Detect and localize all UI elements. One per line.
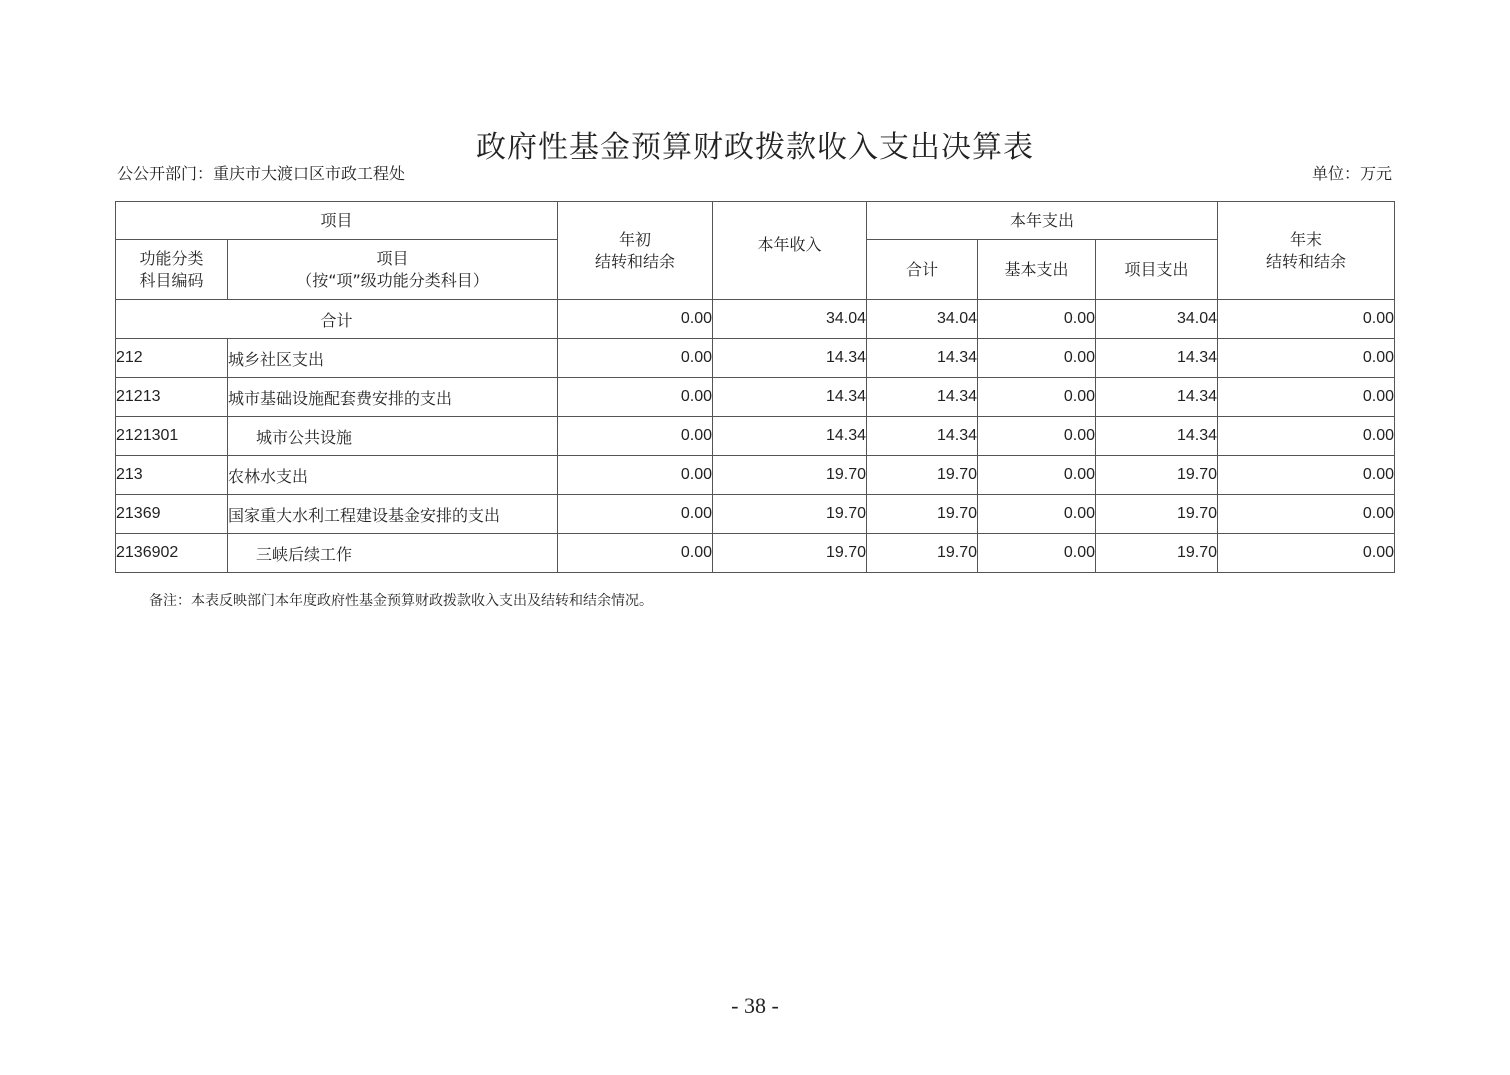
header-name-line2: （按“项”级功能分类科目） bbox=[296, 270, 489, 290]
header-expense-basic: 基本支出 bbox=[978, 240, 1096, 300]
row-code: 212 bbox=[116, 339, 228, 378]
row-exp-total: 19.70 bbox=[867, 456, 978, 495]
row-code: 213 bbox=[116, 456, 228, 495]
row-name: 城市公共设施 bbox=[228, 417, 558, 456]
row-name: 城市基础设施配套费安排的支出 bbox=[228, 378, 558, 417]
row-end: 0.00 bbox=[1218, 456, 1395, 495]
total-end: 0.00 bbox=[1218, 300, 1395, 339]
row-begin: 0.00 bbox=[558, 339, 713, 378]
page-number: - 38 - bbox=[731, 993, 779, 1018]
header-income bbox=[713, 202, 867, 300]
row-income: 19.70 bbox=[713, 495, 867, 534]
row-exp-basic: 0.00 bbox=[978, 456, 1096, 495]
header-end-line2: 结转和结余 bbox=[1266, 251, 1347, 271]
row-income: 14.34 bbox=[713, 378, 867, 417]
row-exp-project: 14.34 bbox=[1096, 339, 1218, 378]
row-exp-total: 14.34 bbox=[867, 339, 978, 378]
header-project-group: 项目 bbox=[116, 202, 558, 240]
row-code: 21369 bbox=[116, 495, 228, 534]
header-end-balance bbox=[1218, 202, 1395, 300]
table-row bbox=[116, 417, 1395, 456]
row-exp-project: 19.70 bbox=[1096, 456, 1218, 495]
row-exp-basic: 0.00 bbox=[978, 534, 1096, 573]
row-exp-basic: 0.00 bbox=[978, 495, 1096, 534]
header-end-line1: 年末 bbox=[1290, 229, 1323, 249]
header-income-label: 本年收入 bbox=[757, 234, 822, 254]
row-name: 农林水支出 bbox=[228, 456, 558, 495]
header-expense-project: 项目支出 bbox=[1096, 240, 1218, 300]
row-exp-total: 19.70 bbox=[867, 495, 978, 534]
row-end: 0.00 bbox=[1218, 534, 1395, 573]
row-income: 19.70 bbox=[713, 534, 867, 573]
table-row bbox=[116, 495, 1395, 534]
row-exp-basic: 0.00 bbox=[978, 378, 1096, 417]
table-row bbox=[116, 378, 1395, 417]
row-exp-total: 14.34 bbox=[867, 417, 978, 456]
header-name-line1: 项目 bbox=[376, 248, 409, 268]
unit-label: 单位：万元 bbox=[1311, 164, 1392, 183]
header-begin-balance bbox=[558, 202, 713, 300]
row-end: 0.00 bbox=[1218, 339, 1395, 378]
row-exp-project: 14.34 bbox=[1096, 417, 1218, 456]
page-title: 政府性基金预算财政拨款收入支出决算表 bbox=[476, 130, 1034, 165]
row-code: 2136902 bbox=[116, 534, 228, 573]
row-exp-basic: 0.00 bbox=[978, 339, 1096, 378]
row-end: 0.00 bbox=[1218, 495, 1395, 534]
row-income: 14.34 bbox=[713, 339, 867, 378]
total-income: 34.04 bbox=[713, 300, 867, 339]
table-row bbox=[116, 534, 1395, 573]
total-exp-basic: 0.00 bbox=[978, 300, 1096, 339]
row-end: 0.00 bbox=[1218, 417, 1395, 456]
total-label: 合计 bbox=[116, 300, 558, 339]
header-code bbox=[116, 240, 228, 300]
total-exp-project: 34.04 bbox=[1096, 300, 1218, 339]
row-exp-total: 14.34 bbox=[867, 378, 978, 417]
row-exp-total: 19.70 bbox=[867, 534, 978, 573]
department-label: 公公开部门：重庆市大渡口区市政工程处 bbox=[117, 164, 406, 183]
header-name bbox=[228, 240, 558, 300]
row-exp-project: 19.70 bbox=[1096, 495, 1218, 534]
header-expense-total: 合计 bbox=[867, 240, 978, 300]
header-begin-line1: 年初 bbox=[619, 229, 652, 249]
row-begin: 0.00 bbox=[558, 417, 713, 456]
row-end: 0.00 bbox=[1218, 378, 1395, 417]
row-income: 19.70 bbox=[713, 456, 867, 495]
budget-table bbox=[115, 201, 1395, 573]
row-begin: 0.00 bbox=[558, 495, 713, 534]
row-code: 21213 bbox=[116, 378, 228, 417]
row-name: 城乡社区支出 bbox=[228, 339, 558, 378]
row-exp-project: 14.34 bbox=[1096, 378, 1218, 417]
row-exp-basic: 0.00 bbox=[978, 417, 1096, 456]
total-row bbox=[116, 300, 1395, 339]
table-row bbox=[116, 339, 1395, 378]
row-begin: 0.00 bbox=[558, 378, 713, 417]
table-note: 备注：本表反映部门本年度政府性基金预算财政拨款收入支出及结转和结余情况。 bbox=[149, 593, 653, 609]
total-exp-total: 34.04 bbox=[867, 300, 978, 339]
header-code-line1: 功能分类 bbox=[139, 248, 204, 268]
row-name: 三峡后续工作 bbox=[228, 534, 558, 573]
header-expense-group: 本年支出 bbox=[867, 202, 1218, 240]
row-name: 国家重大水利工程建设基金安排的支出 bbox=[228, 495, 558, 534]
table-row bbox=[116, 456, 1395, 495]
header-code-line2: 科目编码 bbox=[139, 270, 204, 290]
row-exp-project: 19.70 bbox=[1096, 534, 1218, 573]
row-begin: 0.00 bbox=[558, 534, 713, 573]
row-income: 14.34 bbox=[713, 417, 867, 456]
row-code: 2121301 bbox=[116, 417, 228, 456]
header-begin-line2: 结转和结余 bbox=[595, 251, 676, 271]
total-begin: 0.00 bbox=[558, 300, 713, 339]
row-begin: 0.00 bbox=[558, 456, 713, 495]
